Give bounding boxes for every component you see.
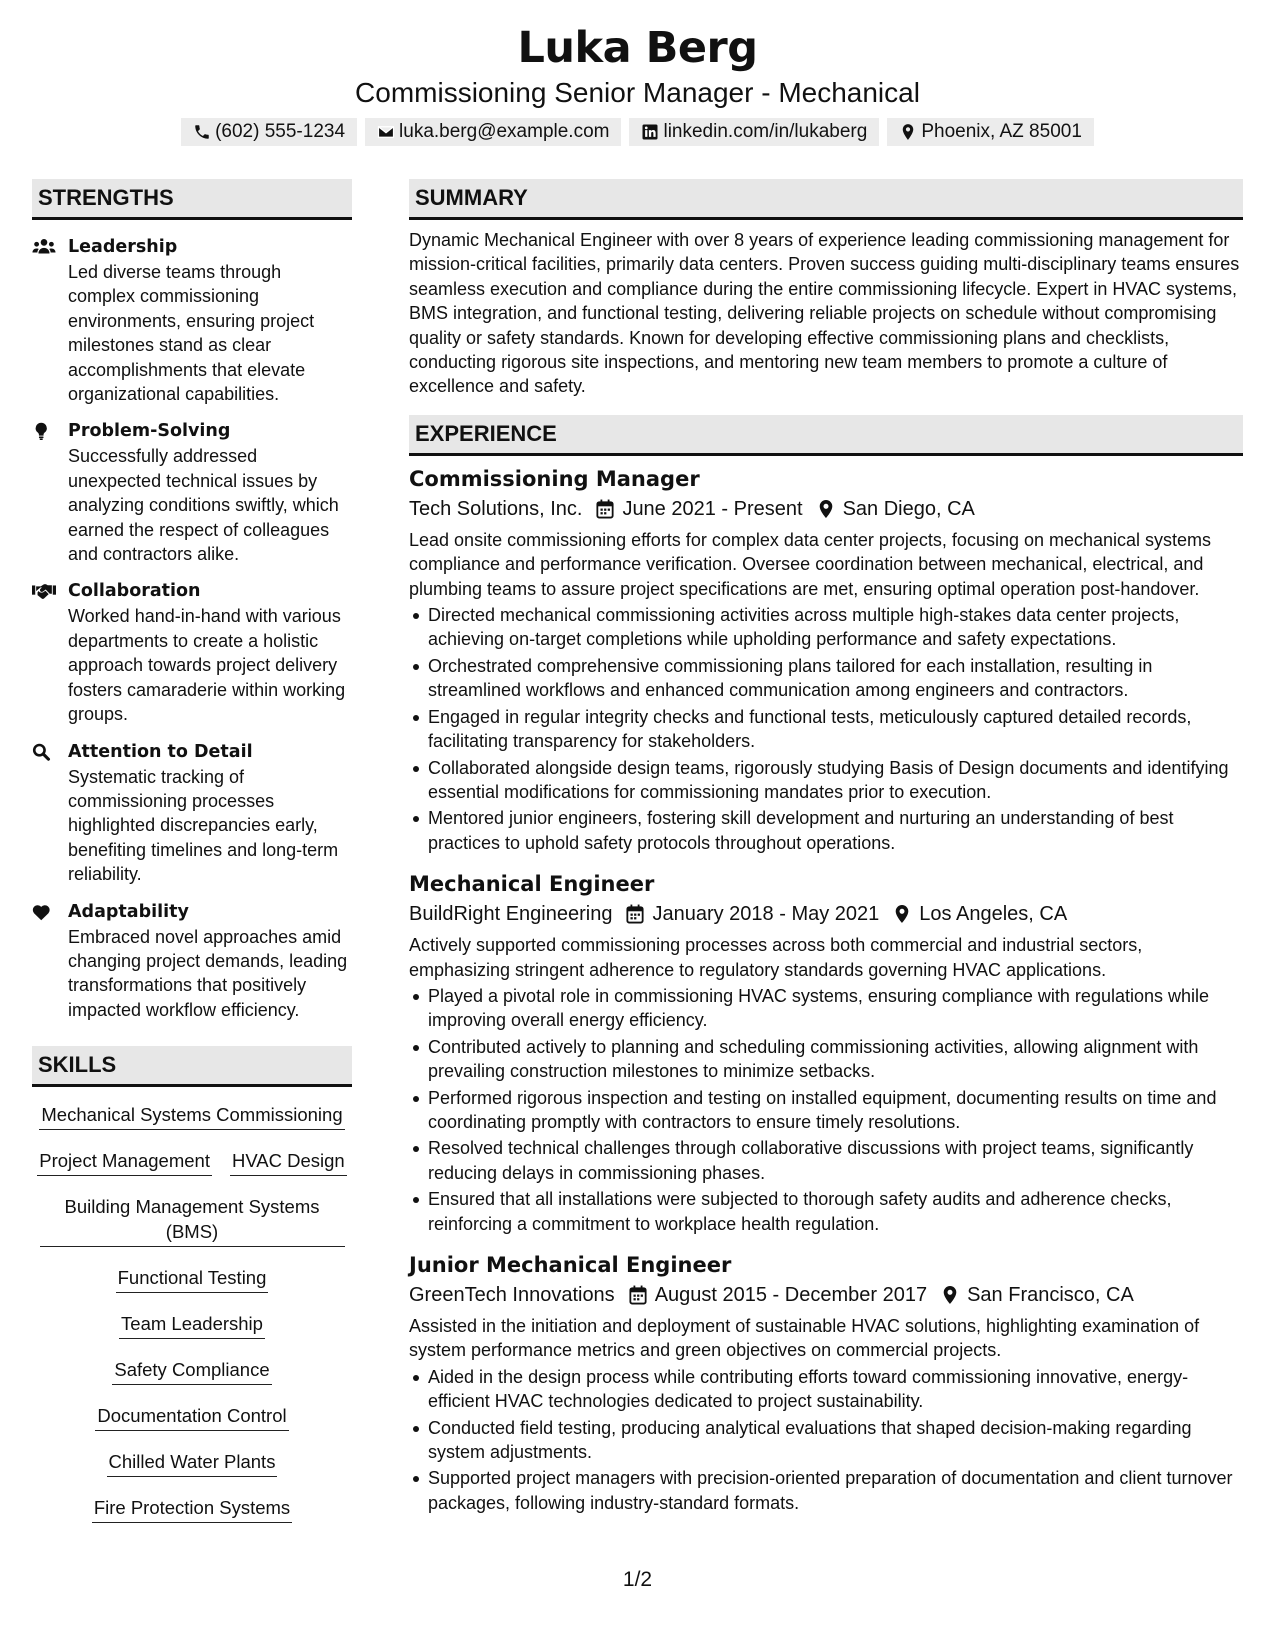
job-location: San Diego, CA — [842, 497, 975, 520]
strength-desc: Led diverse teams through complex commissioning environments, ensuring project milestones stand as clear accomplishments that elevate organizational capabilities. — [68, 262, 315, 405]
job-company: BuildRight Engineering — [409, 903, 613, 926]
job-title: Mechanical Engineer — [409, 872, 655, 897]
job-bullets — [409, 1365, 1243, 1515]
map-pin-icon — [941, 1285, 959, 1305]
job-entry — [409, 464, 1243, 855]
job-bullet: Collaborated alongside design teams, rigorously studying Basis of Design documents and identifying essential modifications for commissioning mandates prior to execution. — [409, 756, 1243, 805]
job-bullet: Mentored junior engineers, fostering skill development and nurturing an understanding of best practices to uphold safety protocols throughout operations. — [409, 806, 1243, 855]
strength-desc: Successfully addressed unexpected technical issues by analyzing conditions swiftly, which earned the respect of colleagues and contractors alike. — [68, 446, 339, 565]
left-column — [32, 179, 352, 1541]
magnifier-icon — [32, 742, 56, 762]
job-bullet: Directed mechanical commissioning activities across multiple high-stakes data center projects, achieving on-target completions while upholding performance and safety expectations. — [409, 603, 1243, 652]
users-icon — [32, 237, 56, 257]
contact-location-text: Phoenix, AZ 85001 — [921, 121, 1082, 142]
candidate-name: Luka Berg — [517, 23, 758, 73]
job-location: Los Angeles, CA — [919, 903, 1068, 926]
job-dates: June 2021 - Present — [622, 497, 803, 520]
job-meta — [409, 899, 1243, 929]
contact-location — [887, 118, 1094, 146]
strength-desc: Systematic tracking of commissioning processes highlighted discrepancies early, benefiting timelines and long-term reliability. — [68, 766, 339, 885]
contact-email-text: luka.berg@example.com — [399, 121, 610, 142]
job-description: Assisted in the initiation and deployment of sustainable HVAC solutions, highlighting examination of system performance metrics and green objectives on commercial projects. — [409, 1316, 1200, 1361]
job-company: Tech Solutions, Inc. — [409, 497, 583, 520]
contact-bar — [0, 118, 1275, 146]
envelope-icon — [377, 123, 395, 141]
job-title: Junior Mechanical Engineer — [409, 1253, 732, 1277]
job-entry — [409, 869, 1243, 1236]
strength-title: Adaptability — [68, 901, 189, 922]
heart-icon — [32, 902, 56, 922]
strength-title: Problem-Solving — [68, 421, 231, 442]
page-number: 1/2 — [622, 1568, 653, 1591]
strength-desc: Worked hand-in-hand with various departments to create a holistic approach towards project delivery fosters camaraderie within working groups. — [68, 606, 346, 725]
candidate-title: Commissioning Senior Manager - Mechanical — [355, 77, 920, 108]
job-location: San Francisco, CA — [967, 1284, 1134, 1306]
handshake-icon — [32, 581, 56, 601]
job-bullet: Ensured that all installations were subjected to thorough safety audits and adherence checks, reinforcing a commitment to workplace health regulation. — [409, 1187, 1243, 1236]
job-dates: August 2015 - December 2017 — [654, 1284, 928, 1306]
skill-tag: Fire Protection Systems — [92, 1495, 292, 1523]
job-bullet: Played a pivotal role in commissioning HVAC systems, ensuring compliance with regulations while improving overall energy efficiency. — [409, 984, 1243, 1033]
job-meta — [409, 1280, 1243, 1310]
job-bullet: Conducted field testing, producing analytical evaluations that shaped decision-making regarding system adjustments. — [409, 1416, 1243, 1465]
experience-heading: EXPERIENCE — [409, 415, 1243, 456]
strength-title: Collaboration — [68, 581, 201, 602]
resume-header — [0, 22, 1275, 146]
strengths-heading: STRENGTHS — [32, 179, 352, 220]
skills-heading: SKILLS — [32, 1046, 352, 1087]
skill-tag: Documentation Control — [95, 1403, 288, 1431]
job-bullet: Supported project managers with precision-oriented preparation of documentation and client turnover packages, following industry-standard formats. — [409, 1466, 1243, 1515]
contact-phone-text: (602) 555-1234 — [215, 121, 346, 142]
job-description: Actively supported commissioning processes across both commercial and industrial sectors, emphasizing stringent adherence to regulatory standards governing HVAC applications. — [409, 935, 1143, 980]
contact-phone[interactable] — [181, 118, 357, 146]
strength-title: Leadership — [68, 237, 178, 257]
job-company: GreenTech Innovations — [409, 1284, 615, 1306]
map-pin-icon — [899, 123, 917, 141]
skill-tag: Project Management — [37, 1148, 212, 1176]
lightbulb-icon — [32, 421, 56, 441]
skill-tag: Functional Testing — [116, 1265, 269, 1293]
job-bullets — [409, 984, 1243, 1236]
calendar-icon — [626, 904, 644, 924]
strength-item — [32, 899, 352, 1023]
strength-item — [32, 578, 352, 726]
strength-item — [32, 234, 352, 406]
linkedin-icon — [641, 123, 659, 141]
job-bullet: Performed rigorous inspection and testing on installed equipment, documenting results on time and coordinating promptly with contractors to ensure timely resolutions. — [409, 1086, 1243, 1135]
job-bullet: Resolved technical challenges through collaborative discussions with project teams, significantly reducing delays in commissioning phases. — [409, 1136, 1243, 1185]
map-pin-icon — [893, 904, 911, 924]
skill-tag: HVAC Design — [230, 1148, 347, 1176]
skill-tag: Building Management Systems (BMS) — [40, 1194, 345, 1247]
strength-item — [32, 418, 352, 566]
phone-icon — [193, 123, 211, 141]
job-title: Commissioning Manager — [409, 466, 700, 491]
job-entry — [409, 1250, 1243, 1515]
job-bullet: Contributed actively to planning and scheduling commissioning activities, allowing alignment with prevailing construction milestones to minimize setbacks. — [409, 1035, 1243, 1084]
summary-heading: SUMMARY — [409, 179, 1243, 220]
strength-title: Attention to Detail — [68, 741, 253, 762]
strength-item — [32, 739, 352, 887]
skills-list — [32, 1102, 352, 1523]
strength-desc: Embraced novel approaches amid changing project demands, leading transformations that positively impacted workflow efficiency. — [68, 926, 348, 1020]
job-bullet: Engaged in regular integrity checks and functional tests, meticulously captured detailed records, facilitating transparency for stakeholders. — [409, 705, 1243, 754]
skill-tag: Team Leadership — [119, 1311, 265, 1339]
contact-linkedin[interactable] — [629, 118, 879, 146]
calendar-icon — [629, 1285, 647, 1305]
skill-tag: Safety Compliance — [112, 1357, 271, 1385]
skill-tag: Chilled Water Plants — [107, 1449, 278, 1477]
calendar-icon — [596, 499, 614, 519]
skill-tag: Mechanical Systems Commissioning — [39, 1102, 344, 1130]
job-bullet: Orchestrated comprehensive commissioning plans tailored for each installation, resulting in streamlined workflows and enhanced communication among engineers and contractors. — [409, 654, 1243, 703]
job-bullets — [409, 603, 1243, 855]
job-meta — [409, 494, 1243, 524]
contact-email[interactable] — [365, 118, 621, 146]
job-dates: January 2018 - May 2021 — [652, 903, 880, 926]
right-column — [409, 179, 1243, 1517]
map-pin-icon — [817, 499, 835, 519]
summary-text: Dynamic Mechanical Engineer with over 8 years of experience leading commissioning management for mission-critical facilities, primarily data centers. Proven success guiding multi-disciplinary teams ensures seamless execution and compliance during the entire commissioning lifecycle. Expert in HVAC systems, BMS integration, and functional testing, delivering reliable projects on schedule without compromising quality or safety standards. Known for developing effective commissioning plans and checklists, conducting rigorous site inspections, and mentoring new team members to promote a culture of excellence and safety. — [409, 230, 1240, 397]
job-bullet: Aided in the design process while contributing efforts toward commissioning innovative, energy-efficient HVAC technologies dedicated to project sustainability. — [409, 1365, 1243, 1414]
strengths-list — [32, 234, 352, 1022]
contact-linkedin-text: linkedin.com/in/lukaberg — [663, 121, 868, 142]
job-description: Lead onsite commissioning efforts for complex data center projects, focusing on mechanical systems compliance and performance verification. Oversee coordination between mechanical, electrical, and plumbing teams to assure project specifications are met, ensuring optimal operation post-handover. — [409, 529, 1212, 599]
